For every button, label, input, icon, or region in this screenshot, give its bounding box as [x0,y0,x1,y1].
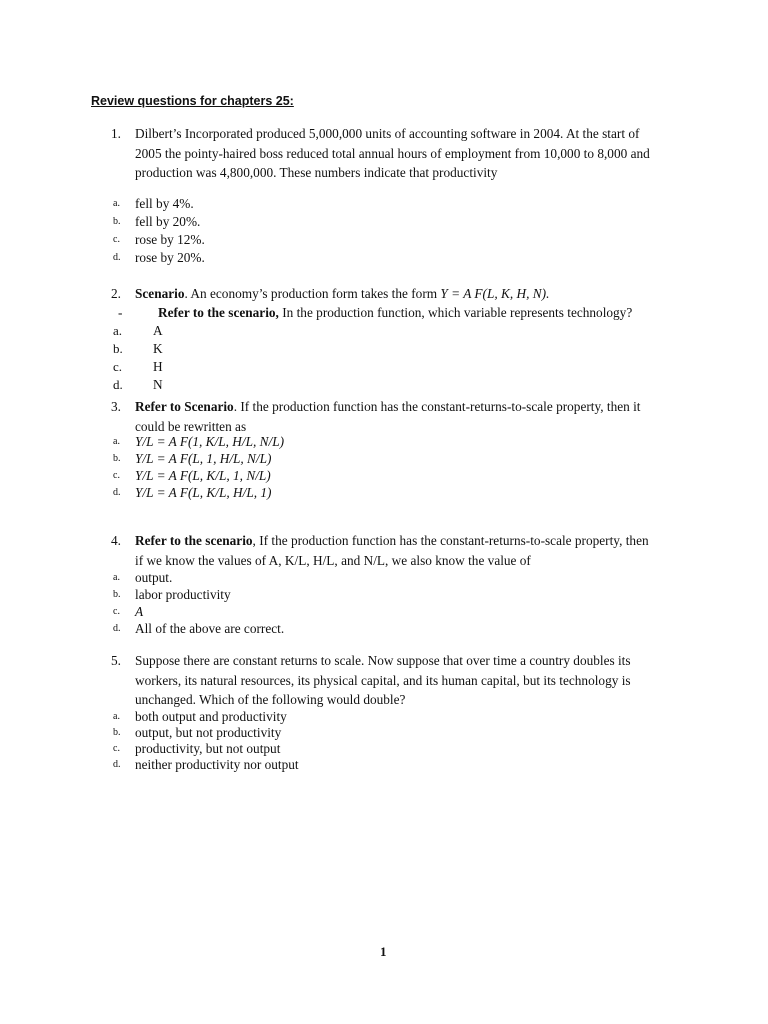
question-label: Refer to Scenario [135,399,234,414]
option-text: All of the above are correct. [135,621,285,636]
option-text: fell by 20%. [135,214,201,229]
option-text: A [153,323,163,338]
option-text: A [135,604,144,619]
option-text: K [153,341,163,356]
option-letter: b. [113,341,123,356]
question-line: could be rewritten as [135,418,247,434]
question-text [135,651,671,710]
option-text: output. [135,570,173,585]
option-text: fell by 4%. [135,196,194,211]
option-letter: b. [113,589,121,600]
option-letter: a. [113,436,120,447]
question-text [135,531,671,570]
option-text: Y/L = A F(1, K/L, H/L, N/L) [135,434,285,449]
option-text: rose by 12%. [135,232,205,247]
option-letter: b. [113,453,121,464]
option-letter: c. [113,470,120,481]
option-letter: c. [113,234,120,245]
option-letter: c. [113,606,120,617]
option-text: N [153,377,163,392]
question-number: 4. [111,533,121,548]
question-line: Suppose there are constant returns to scale. Now suppose that over time a country doubles its [135,653,631,668]
question-text [135,124,671,183]
option-text: rose by 20%. [135,250,205,265]
option-letter: a. [113,711,120,722]
option-letter: d. [113,623,121,634]
question-3 [111,397,671,434]
question-line: Dilbert’s Incorporated produced 5,000,000 units of accounting software in 2004. At the start of [135,126,640,141]
question-label: Scenario [135,286,185,301]
page-number: 1 [380,944,387,959]
option-letter: c. [113,359,123,374]
question-number: 5. [111,653,121,668]
question-text [135,284,671,304]
option-text: labor productivity [135,587,231,602]
question-number: 3. [111,399,121,414]
option-letter: d. [113,487,121,498]
sub-body: In the production function, which variable represents technology? [278,305,633,320]
option-text: Y/L = A F(L, K/L, H/L, 1) [135,485,272,500]
question-5 [111,651,671,707]
option-letter: c. [113,743,120,754]
option-letter: b. [113,216,121,227]
option-letter: d. [113,759,121,770]
sub-dash: - [118,305,123,320]
option-text: neither productivity nor output [135,757,299,772]
option-letter: a. [113,198,120,209]
sub-label: Refer to the scenario, [158,305,279,320]
question-2 [111,284,671,304]
option-text: Y/L = A F(L, 1, H/L, N/L) [135,451,272,466]
option-text: productivity, but not output [135,741,281,756]
question-number: 1. [111,126,121,141]
question-line: 2005 the pointy-haired boss reduced total annual hours of employment from 10,000 to 8,000 and [135,145,650,161]
question-label: Refer to the scenario [135,533,253,548]
page-title: Review questions for chapters 25: [91,94,294,108]
question-body: , If the production function has the constant-returns-to-scale property, then [252,533,649,548]
option-text: Y/L = A F(L, K/L, 1, N/L) [135,468,271,483]
question-text [135,397,671,436]
question-line: unchanged. Which of the following would double? [135,692,406,707]
option-text: H [153,359,163,374]
production-formula: Y = A F(L, K, H, N). [440,286,550,301]
option-letter: b. [113,727,121,738]
option-letter: d. [113,377,123,392]
option-text: both output and productivity [135,709,287,724]
question-1 [111,124,671,180]
option-letter: a. [113,323,123,338]
question-body: . An economy’s production form takes the form [184,286,441,301]
question-line: workers, its natural resources, its physical capital, and its human capital, but its technology is [135,672,631,688]
question-line: if we know the values of A, K/L, H/L, and N/L, we also know the value of [135,552,531,568]
question-body: . If the production function has the constant-returns-to-scale property, then it [233,399,641,414]
question-4 [111,531,671,568]
option-text: output, but not productivity [135,725,282,740]
option-letter: a. [113,572,120,583]
question-number: 2. [111,286,121,301]
question-line: production was 4,800,000. These numbers indicate that productivity [135,165,498,180]
option-letter: d. [113,252,121,263]
